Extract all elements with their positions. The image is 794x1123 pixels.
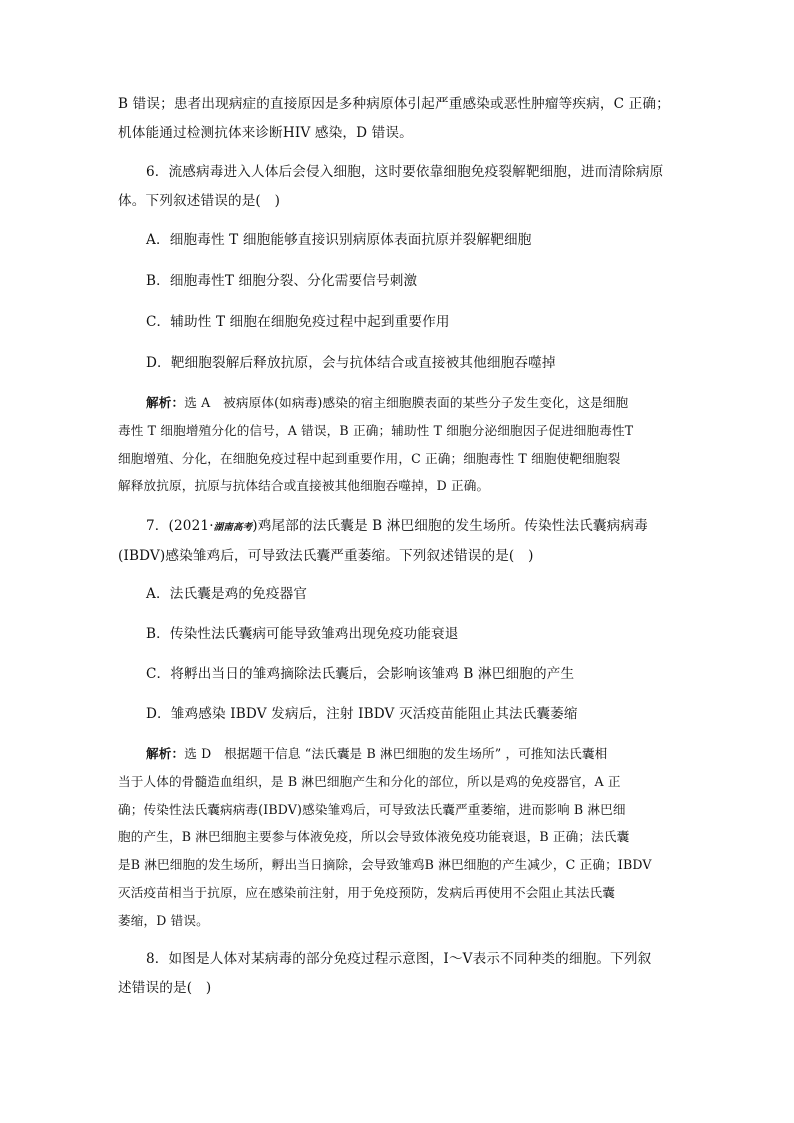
explanation-line: 胞的产生，B 淋巴细胞主要参与体液免疫，所以会导致体液免疫功能衰退，B 正确；法氏囊	[118, 829, 630, 845]
question-7-options	[118, 584, 678, 724]
explanation-line: 灭活疫苗相当于抗原，应在感染前注射，用于免疫预防，发病后再使用不会阻止其法氏囊	[118, 884, 616, 900]
question-6-explanation	[118, 389, 678, 500]
explanation-line: 解释放抗原，抗原与抗体结合或直接被其他细胞吞噬掉，D 正确。	[118, 478, 490, 494]
explanation-label: 解析：	[146, 395, 185, 410]
option-d: D．雏鸡感染 IBDV 发病后，注射 IBDV 灭活疫苗能阻止其法氏囊萎缩	[146, 706, 578, 722]
option-a: A．法氏囊是鸡的免疫器官	[146, 586, 308, 602]
explanation-line: 细胞增殖、分化，在细胞免疫过程中起到重要作用，C 正确；细胞毒性 T 细胞使靶细胞裂	[118, 450, 621, 466]
text-line: B 错误；患者出现病症的直接原因是多种病原体引起严重感染或恶性肿瘤等疾病，C 正确；	[118, 96, 670, 112]
explanation-first-line	[118, 740, 678, 768]
text-line: 机体能通过检测抗体来诊断HIV 感染，D 错误。	[118, 125, 413, 141]
option-c: C．辅助性 T 细胞在细胞免疫过程中起到重要作用	[146, 314, 450, 330]
question-6-options	[118, 230, 678, 373]
question-text: 6．流感病毒进入人体后会侵入细胞，这时要依靠细胞免疫裂解靶细胞，进而清除病原	[146, 164, 664, 180]
option-b: B．传染性法氏囊病可能导致雏鸡出现免疫功能衰退	[146, 626, 459, 642]
explanation-text: 选 D 根据题干信息 “法氏囊是 B 淋巴细胞的发生场所” ，可推知法氏囊相	[184, 746, 608, 761]
option-c: C．将孵出当日的雏鸡摘除法氏囊后，会影响该雏鸡 B 淋巴细胞的产生	[146, 666, 575, 682]
question-7-stem	[118, 512, 678, 571]
question-text: 述错误的是( )	[118, 980, 212, 996]
exam-source: 湖南高考	[213, 522, 253, 533]
question-text	[118, 512, 678, 542]
explanation-label: 解析：	[146, 746, 185, 761]
option-b: B．细胞毒性T 细胞分裂、分化需要信号刺激	[146, 273, 418, 289]
question-6-stem	[118, 158, 678, 216]
question-8-stem	[118, 945, 678, 1003]
option-d: D．靶细胞裂解后释放抗原，会与抗体结合或直接被其他细胞吞噬掉	[146, 355, 556, 371]
explanation-line: 是B 淋巴细胞的发生场所，孵出当日摘除，会导致雏鸡B 淋巴细胞的产生减少，C 正确；IBDV	[118, 857, 652, 873]
question-text: (IBDV)感染雏鸡后，可导致法氏囊严重萎缩。下列叙述错误的是( )	[118, 548, 534, 564]
explanation-first-line	[118, 389, 678, 417]
explanation-line: 毒性 T 细胞增殖分化的信号，A 错误，B 正确；辅助性 T 细胞分泌细胞因子促进细胞毒性T	[118, 422, 634, 438]
question-text: 8．如图是人体对某病毒的部分免疫过程示意图，Ⅰ～Ⅴ表示不同种类的细胞。下列叙	[146, 951, 652, 967]
explanation-line: 萎缩，D 错误。	[118, 912, 209, 928]
question-text-rest: )鸡尾部的法氏囊是 B 淋巴细胞的发生场所。传染性法氏囊病病毒	[252, 518, 648, 534]
question-number: 7．(2021·	[146, 518, 214, 534]
explanation-line: 确；传染性法氏囊病病毒(IBDV)感染雏鸡后，可导致法氏囊严重萎缩，进而影响 B 淋巴细	[118, 801, 626, 817]
explanation-text: 选 A 被病原体(如病毒)感染的宿主细胞膜表面的某些分子发生变化，这是细胞	[184, 395, 629, 410]
option-a: A．细胞毒性 T 细胞能够直接识别病原体表面抗原并裂解靶细胞	[146, 232, 532, 248]
question-text: 体。下列叙述错误的是( )	[118, 193, 281, 209]
previous-explanation-tail	[118, 90, 678, 148]
explanation-line: 当于人体的骨髓造血组织，是 B 淋巴细胞产生和分化的部位，所以是鸡的免疫器官，A 正	[118, 773, 621, 789]
question-7-explanation	[118, 740, 678, 935]
